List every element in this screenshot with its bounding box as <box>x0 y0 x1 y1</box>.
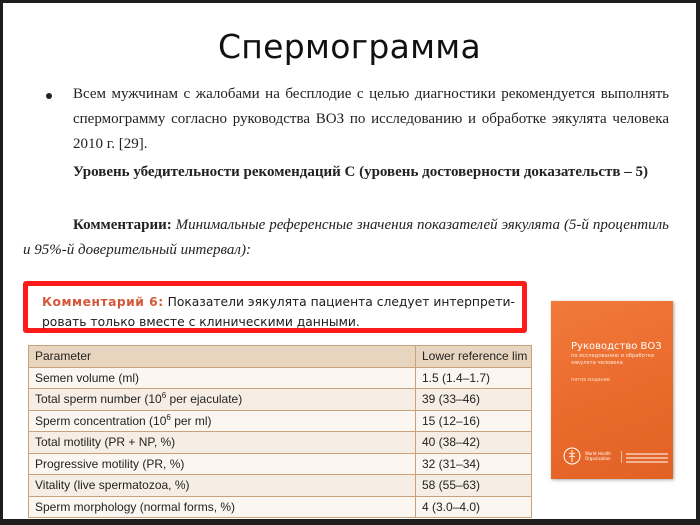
slide-title: Спермограмма <box>217 27 482 66</box>
comment-box-text: Показатели эякулята пациента следует интерпрети-ровать только вместе с клиническими данными. <box>42 295 515 329</box>
parameter-text: per ml) <box>170 413 212 428</box>
parameter-cell <box>29 410 416 432</box>
table-row <box>29 453 532 475</box>
table-header-row <box>29 346 532 368</box>
value-cell: 32 (31–34) <box>416 453 532 475</box>
parameter-cell: Vitality (live spermatozoa, %) <box>29 475 416 497</box>
cover-title: Руководство ВОЗ <box>571 341 662 352</box>
value-cell: 4 (3.0–4.0) <box>416 496 532 518</box>
cover-edition: пятое издание <box>571 377 610 383</box>
comment-label: Комментарии: <box>73 217 172 233</box>
comment-box-label: Комментарий 6: <box>42 295 164 309</box>
bullet-text: Всем мужчинам с жалобами на бесплодие с целью диагностики рекомендуется выполнять спермограмму согласно руководства ВОЗ по исследованию и обработке эякулята человека 2010 г. [29]. <box>73 86 669 152</box>
parameter-cell <box>29 389 416 411</box>
column-header: Lower reference lim <box>416 346 532 368</box>
bullet-icon <box>46 93 52 99</box>
reference-table <box>28 345 532 518</box>
cover-publisher-lines <box>621 451 668 463</box>
parameter-cell: Total motility (PR + NP, %) <box>29 432 416 454</box>
cover-publisher: World Health Organization <box>585 451 611 461</box>
slide <box>3 3 696 519</box>
superscript: 6 <box>161 391 167 401</box>
who-emblem-icon <box>563 447 581 465</box>
column-header: Parameter <box>29 346 416 368</box>
highlighted-comment-box <box>23 281 527 333</box>
parameter-text: per ejaculate) <box>166 392 243 407</box>
who-manual-cover-image <box>551 301 673 479</box>
comment-text: Минимальные референсные значения показателей эякулята (5-й процентиль и 95%-й доверительный интервал): <box>23 217 670 258</box>
table-row <box>29 475 532 497</box>
table-row <box>29 496 532 518</box>
table-row <box>29 410 532 432</box>
parameter-cell: Semen volume (ml) <box>29 367 416 389</box>
parameter-cell: Sperm morphology (normal forms, %) <box>29 496 416 518</box>
table-row <box>29 367 532 389</box>
table-row <box>29 432 532 454</box>
superscript: 6 <box>166 412 171 422</box>
value-cell: 1.5 (1.4–1.7) <box>416 367 532 389</box>
value-cell: 39 (33–46) <box>416 389 532 411</box>
value-cell: 15 (12–16) <box>416 410 532 432</box>
parameter-text: Sperm concentration (10 <box>35 413 167 428</box>
recommendation-level: Уровень убедительности рекомендаций С (уровень достоверности доказательств – 5) <box>73 164 648 180</box>
comment-paragraph <box>23 213 669 263</box>
parameter-text: Total sperm number (10 <box>35 392 162 407</box>
value-cell: 58 (55–63) <box>416 475 532 497</box>
parameter-cell: Progressive motility (PR, %) <box>29 453 416 475</box>
comment-box-content <box>42 292 522 332</box>
value-cell: 40 (38–42) <box>416 432 532 454</box>
table-row <box>29 389 532 411</box>
cover-subtitle: по исследованию и обработке эякулята человека <box>571 353 655 366</box>
